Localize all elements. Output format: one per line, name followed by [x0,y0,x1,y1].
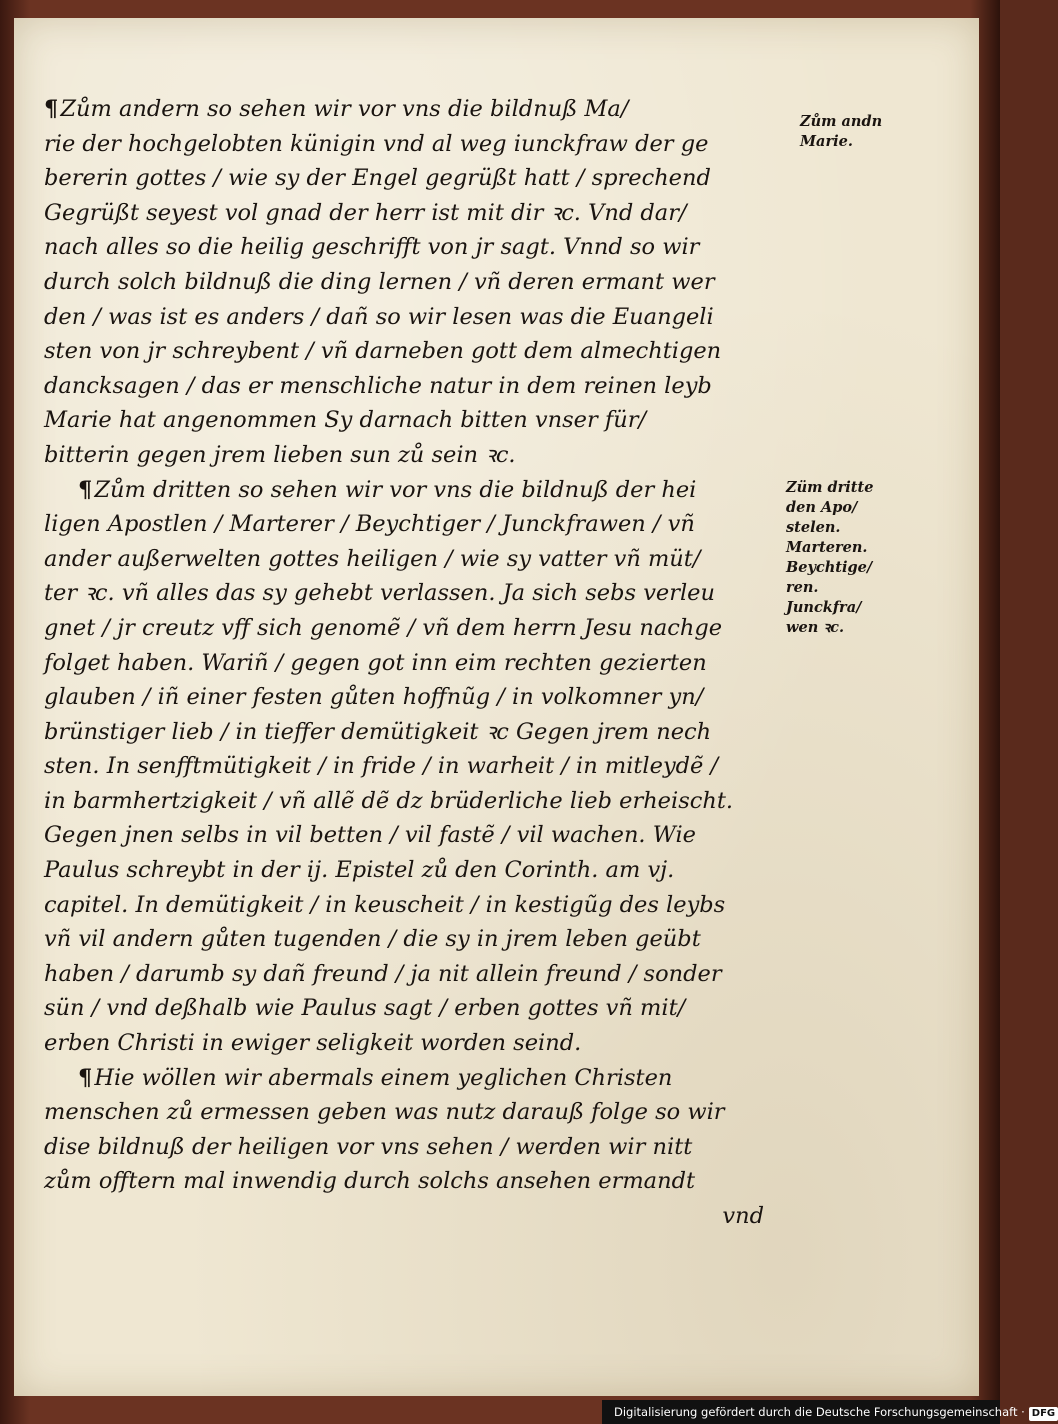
text-line: bitterin gegen jrem lieben sun zů sein ꝛc. [44,441,516,468]
text-line: haben / darumb sy dañ freund / ja nit allein freund / sonder [44,960,722,987]
text-line: sün / vnd deßhalb wie Paulus sagt / erben gottes vñ mit/ [44,995,686,1022]
text-line: capitel. In demütigkeit / in keuscheit / in kestigũg des leybs [44,891,726,918]
dfg-footer-bar [602,1400,1056,1424]
text-line: nach alles so die heilig geschrifft von jr sagt. Vnnd so wir [44,234,700,261]
text-line: menschen zů ermessen geben was nutz darauß folge so wir [44,1099,725,1126]
pilcrow-mark: ¶ [78,476,93,503]
text-line: brünstiger lieb / in tieffer demütigkeit ꝛc Gegen jrem nech [44,718,712,745]
margin-note-line: Marie. [800,133,853,150]
margin-note-line: Beychtige/ [786,559,873,576]
text-line: dancksagen / das er menschliche natur in dem reinen leyb [44,372,712,399]
text-line: durch solch bildnuß die ding lernen / vñ deren ermant wer [44,268,715,295]
margin-note-line: den Apo/ [786,499,858,516]
text-line: Gegen jnen selbs in vil betten / vil fastẽ / vil wachen. Wie [44,822,696,849]
text-line: ander außerwelten gottes heiligen / wie sy vatter vñ müt/ [44,545,701,572]
pilcrow-mark: ¶ [44,96,59,122]
text-line: dise bildnuß der heiligen vor vns sehen / werden wir nitt [44,1133,693,1160]
text-line: bererin gottes / wie sy der Engel gegrüßt hatt / sprechend [44,165,711,192]
text-line: erben Christi in ewiger seligkeit worden seind. [44,1030,582,1057]
catchword: vnd [722,1203,764,1229]
text-line: in barmhertzigkeit / vñ allẽ dẽ dz brüderliche lieb erheischt. [44,787,734,814]
footer-text: Digitalisierung gefördert durch die Deutsche Forschungsgemeinschaft · [614,1405,1025,1419]
text-line: ligen Apostlen / Marterer / Beychtiger / Junckfrawen / vñ [44,511,695,538]
text-line: ¶Zům dritten so sehen wir vor vns die bildnuß der hei [78,476,697,503]
margin-note-line: stelen. [786,519,841,536]
dfg-logo: DFG [1029,1407,1058,1421]
text-line: sten von jr schreybent / vñ darneben gott dem almechtigen [44,338,722,365]
margin-note-line: Züm dritte [786,479,874,496]
text-line: gnet / jr creutz vff sich genomẽ / vñ dem herrn Jesu nachge [44,614,723,641]
text-line: vñ vil andern gůten tugenden / die sy in jrem leben geübt [44,926,701,953]
text-line: Gegrüßt seyest vol gnad der herr ist mit dir ꝛc. Vnd dar/ [44,199,687,226]
text-line: glauben / iñ einer festen gůten hoffnũg / in volkomner yn/ [44,684,704,711]
text-line: zům offtern mal inwendig durch solchs ansehen ermandt [44,1168,696,1195]
text-line: ¶Zům andern so sehen wir vor vns die bildnuß Ma/ [44,96,629,122]
text-line: Paulus schreybt in der ij. Epistel zů den Corinth. am vj. [44,857,675,884]
margin-note-line: Junckfra/ [786,599,862,616]
margin-note-line: ren. [786,579,819,596]
text-line: den / was ist es anders / dañ so wir lesen was die Euangeli [44,303,714,330]
main-text-block [44,92,774,1234]
text-line: Marie hat angenommen Sy darnach bitten vnser für/ [44,407,647,434]
pilcrow-mark: ¶ [78,1064,93,1091]
margin-note-line: wen ꝛc. [786,619,845,636]
text-line: ter ꝛc. vñ alles das sy gehebt verlassen. Ja sich sebs verleu [44,580,715,607]
text-line: sten. In senfftmütigkeit / in fride / in warheit / in mitleydẽ / [44,753,719,780]
margin-note-line: Zům andn [800,113,883,130]
text-line: rie der hochgelobten künigin vnd al weg iunckfraw der ge [44,130,709,157]
text-line: folget haben. Wariñ / gegen got inn eim rechten gezierten [44,649,707,676]
margin-note-line: Marteren. [786,539,868,556]
margin-note-apostles [786,478,911,638]
text-line: ¶Hie wöllen wir abermals einem yeglichen Christen [78,1064,673,1091]
margin-note-marie [800,112,925,152]
